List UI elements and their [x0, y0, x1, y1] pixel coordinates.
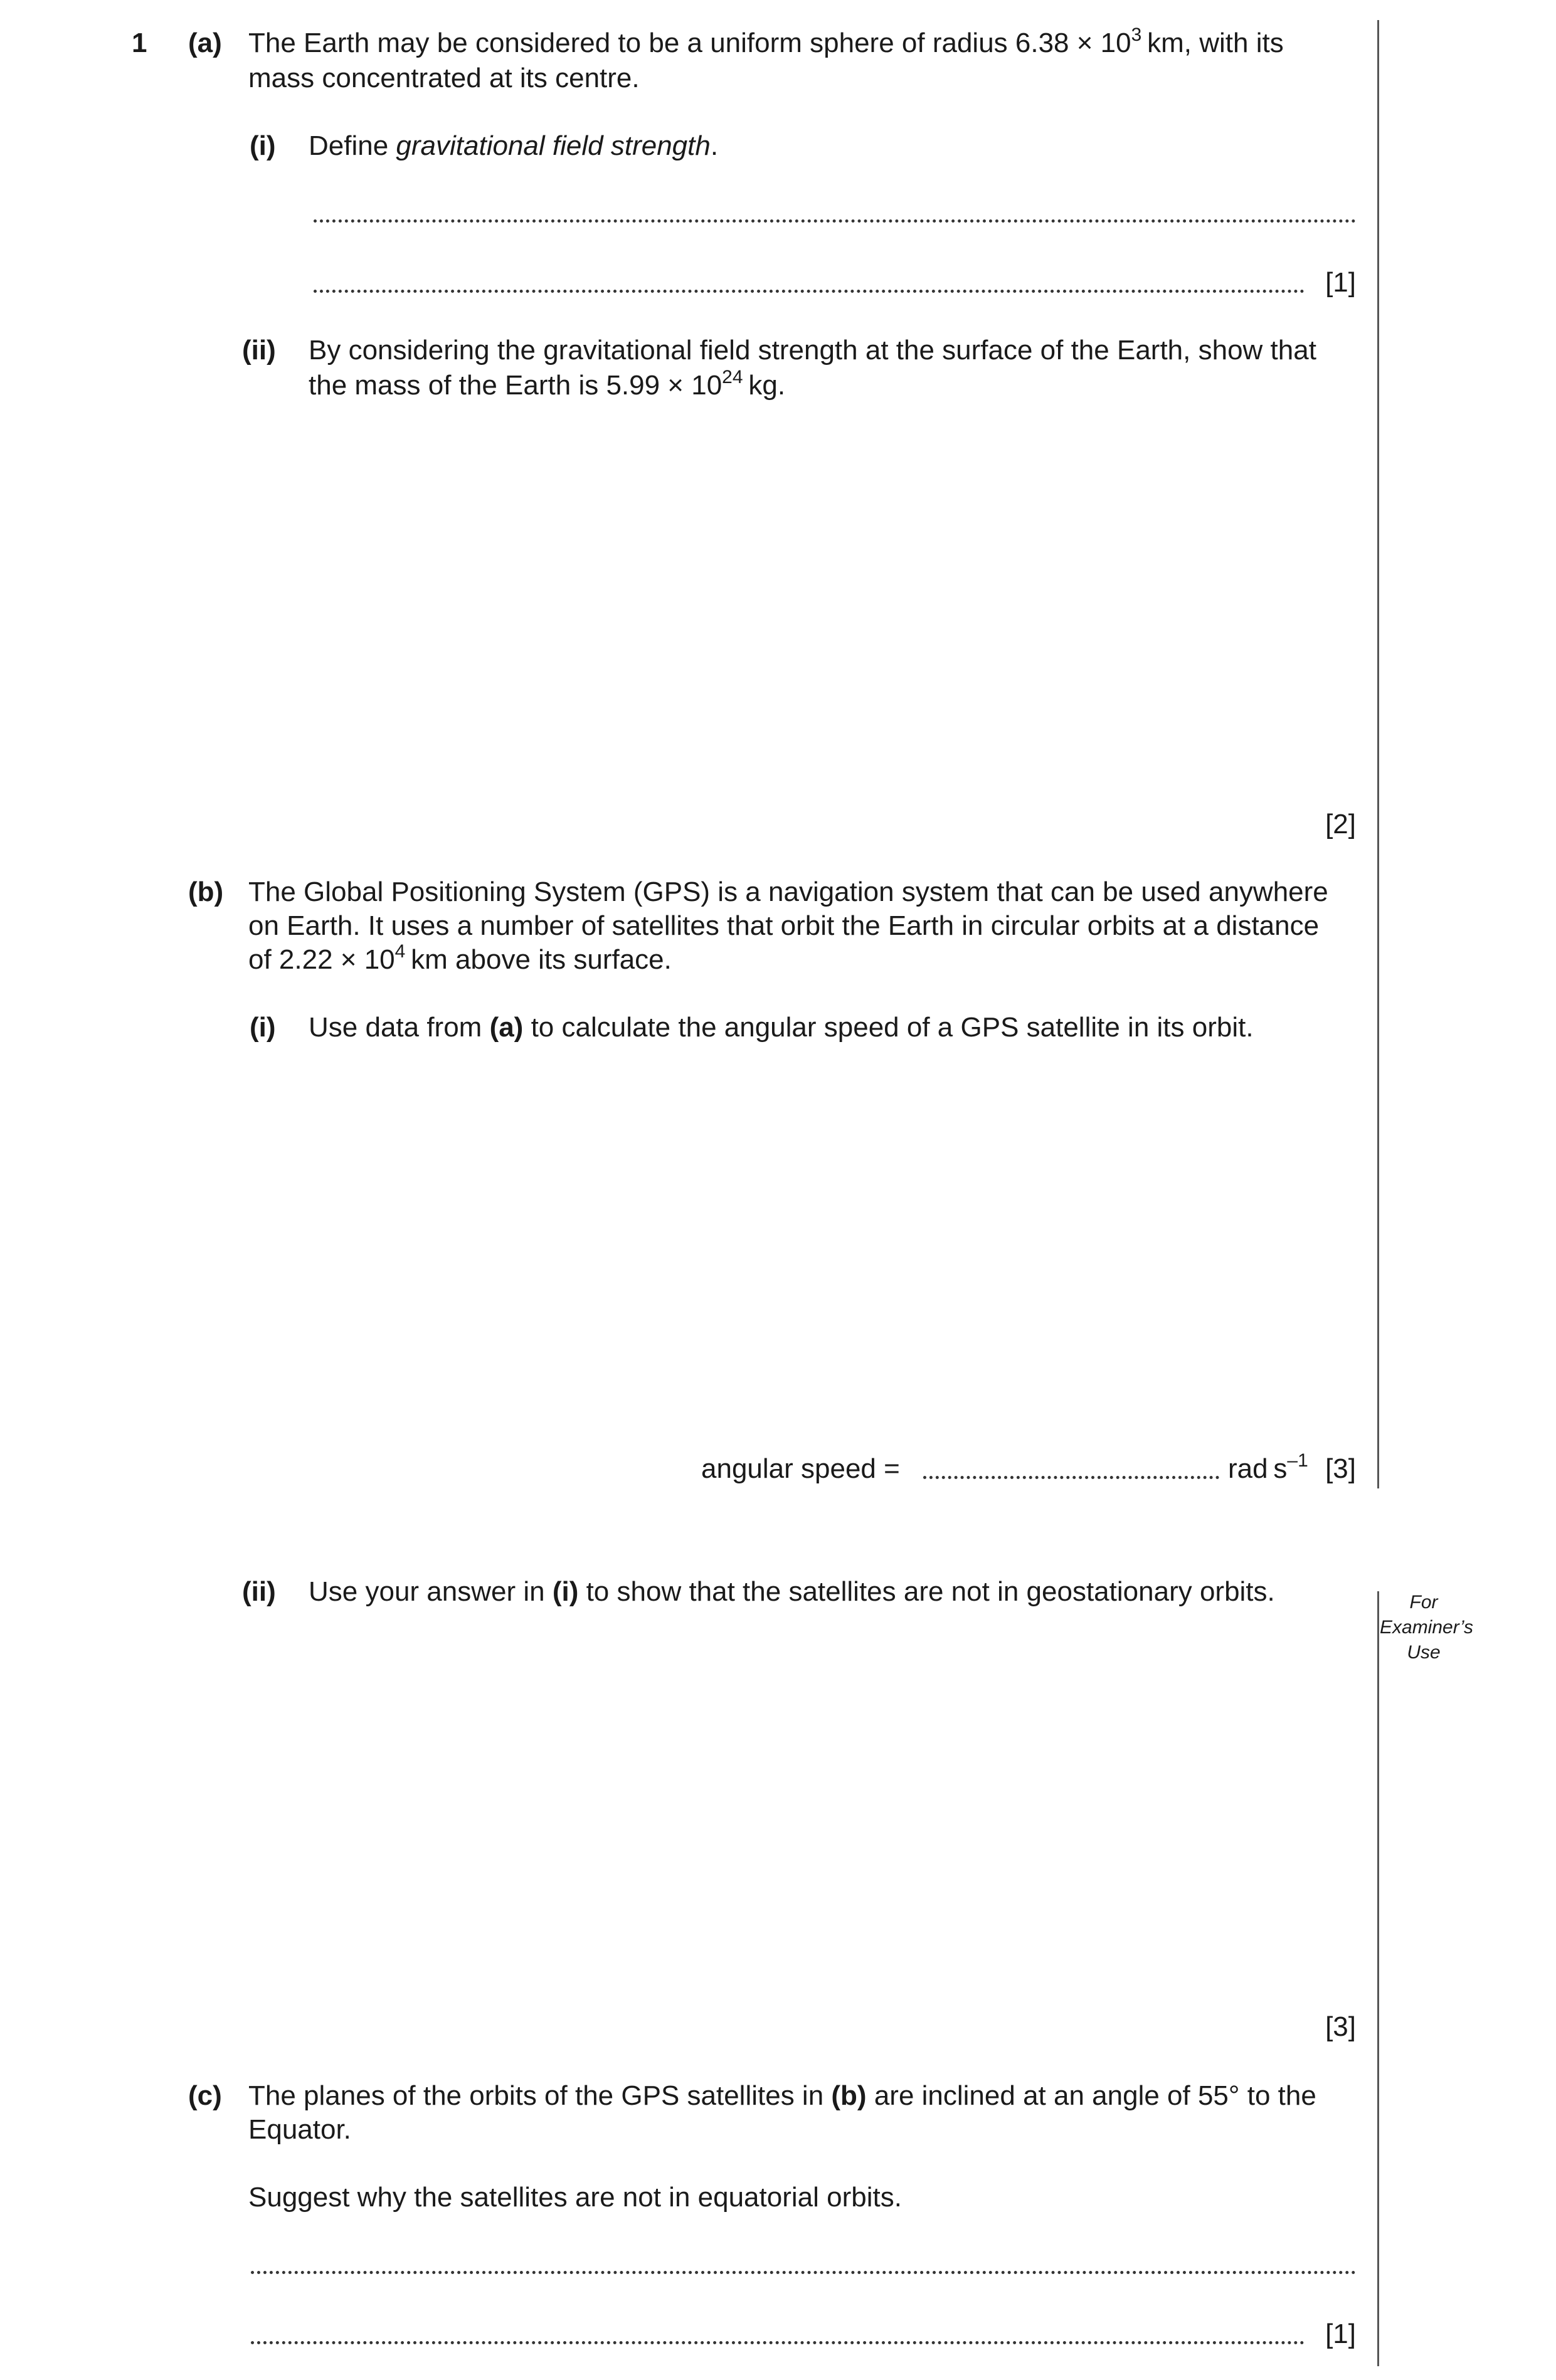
examiner-margin-rule-top: [1377, 20, 1379, 1488]
part-b-ii-text: [309, 1575, 1275, 1609]
part-b-label: (b): [188, 877, 224, 907]
part-a-i-text: [309, 129, 718, 163]
part-a-ii-line2-after: kg.: [743, 370, 786, 401]
part-b-line3-before: of 2.22 × 10: [248, 944, 395, 975]
part-a-ii-line2-before: the mass of the Earth is 5.99 × 10: [309, 370, 722, 401]
examiner-use-line3: Use: [1407, 1642, 1441, 1663]
angular-speed-answer-line[interactable]: [923, 1476, 1219, 1479]
part-a-text-line1: [248, 26, 1284, 60]
part-a-text-before: The Earth may be considered to be a uniform sphere of radius 6.38 × 10: [248, 28, 1131, 58]
angular-speed-unit: [1228, 1452, 1308, 1486]
answer-line-c-1[interactable]: [251, 2271, 1356, 2274]
part-b-ii-label: (ii): [242, 1576, 276, 1607]
part-a-i-prefix: Define: [309, 130, 396, 161]
part-a-i-italic: gravitational field strength: [396, 130, 711, 161]
mark-a-i: [1]: [1325, 267, 1356, 298]
part-b-line3-after: km above its surface.: [405, 944, 672, 975]
examiner-use-box: [1380, 1590, 1473, 1665]
part-c-line1-bold: (b): [831, 2080, 867, 2111]
mark-b-ii: [3]: [1325, 2011, 1356, 2042]
part-b-ii-after: to show that the satellites are not in geostationary orbits.: [578, 1576, 1275, 1607]
part-a-i-label: (i): [250, 130, 276, 161]
part-b-i-before: Use data from: [309, 1012, 490, 1043]
examiner-use-line1: For: [1409, 1592, 1438, 1613]
mark-c: [1]: [1325, 2319, 1356, 2349]
part-b-ii-bold: (i): [552, 1576, 579, 1607]
part-c-label: (c): [188, 2080, 222, 2111]
mark-b-i: [3]: [1325, 1453, 1356, 1484]
part-a-label: (a): [188, 28, 222, 58]
question-number: 1: [132, 28, 147, 58]
part-b-ii-before: Use your answer in: [309, 1576, 553, 1607]
part-c-line1-before: The planes of the orbits of the GPS satellites in: [248, 2080, 832, 2111]
part-a-text-after: km, with its: [1141, 28, 1284, 58]
angular-speed-label: angular speed =: [701, 1453, 900, 1484]
part-b-line3: [248, 943, 672, 977]
part-a-text-sup: 3: [1131, 24, 1142, 45]
part-b-i-label: (i): [250, 1012, 276, 1043]
part-a-text-line2: mass concentrated at its centre.: [248, 63, 640, 93]
examiner-margin-rule-bottom: [1377, 1591, 1379, 2366]
part-b-line3-sup: 4: [394, 941, 406, 962]
part-c-line1: [248, 2079, 1316, 2113]
part-b-line1: The Global Positioning System (GPS) is a navigation system that can be used anywhere: [248, 877, 1328, 907]
part-b-i-after: to calculate the angular speed of a GPS satellite in its orbit.: [523, 1012, 1254, 1043]
part-b-i-bold: (a): [489, 1012, 524, 1043]
mark-a-ii: [2]: [1325, 809, 1356, 840]
part-a-ii-line2: [309, 369, 785, 403]
part-a-i-suffix: .: [710, 130, 719, 161]
answer-line-c-2[interactable]: [251, 2341, 1305, 2344]
angular-speed-unit-base: rad s: [1228, 1453, 1288, 1484]
part-a-ii-line1: By considering the gravitational field strength at the surface of the Earth, show that: [309, 335, 1316, 366]
examiner-use-line2: Examiner’s: [1380, 1617, 1473, 1638]
part-b-line2: on Earth. It uses a number of satellites that orbit the Earth in circular orbits at a distance: [248, 910, 1320, 941]
answer-line-a-i-1[interactable]: [314, 219, 1356, 223]
part-a-ii-line2-sup: 24: [722, 367, 743, 387]
part-c-line1-after: are inclined at an angle of 55° to the: [866, 2080, 1316, 2111]
part-c-prompt: Suggest why the satellites are not in equatorial orbits.: [248, 2182, 902, 2213]
part-b-i-text: [309, 1011, 1254, 1045]
answer-line-a-i-2[interactable]: [314, 290, 1305, 293]
angular-speed-unit-sup: –1: [1287, 1450, 1308, 1471]
part-c-line2: Equator.: [248, 2114, 351, 2145]
part-a-ii-label: (ii): [242, 335, 276, 366]
